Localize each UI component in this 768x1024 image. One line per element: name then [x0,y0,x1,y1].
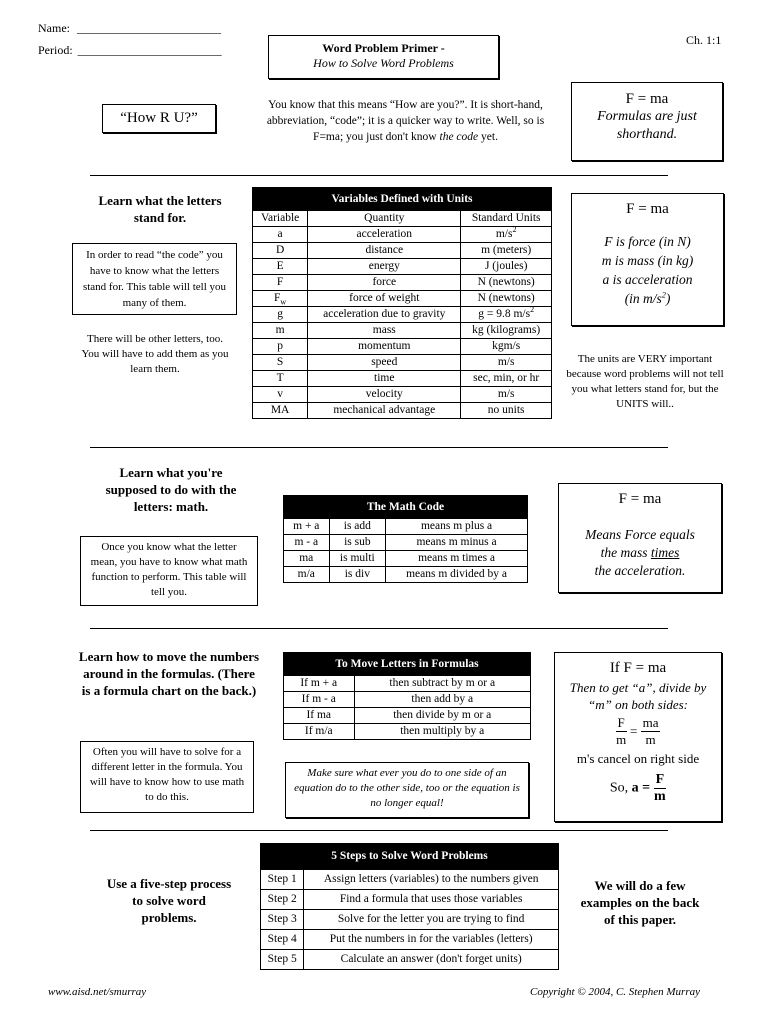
meaning-cell: means m minus a [386,535,528,551]
math-side-formula: F = ma [618,491,662,507]
meaning-cell: means m plus a [386,519,528,535]
equal-note-box [285,762,529,818]
units-cell [461,307,552,323]
table-row [253,371,552,387]
variable-cell: E [253,259,308,275]
table-row [253,243,552,259]
solution-a: a = [631,780,654,796]
math-side-meaning [559,526,721,580]
section1-note1: In order to read “the code” you have to know what the letters stand for. This table will tell you many of them. [82,249,227,309]
step-text-cell: Find a formula that uses those variables [304,890,559,910]
name-line[interactable]: ________________________ [77,21,221,35]
table-row [284,551,528,567]
variable-cell: p [253,339,308,355]
table-row [261,910,559,930]
quantity-cell: energy [308,259,461,275]
operation-cell: is div [329,567,386,583]
units-cell: J (joules) [461,259,552,275]
section2-note: Once you know what the letter mean, you have to know what math function to perform. This table will tell you. [90,541,248,598]
variable-cell [253,291,308,307]
fraction-equation [555,715,721,748]
fraction-right-den: m [645,732,656,747]
intro-formula-note: Formulas are just shorthand. [597,109,697,142]
divider-4 [90,830,668,831]
table-row [284,567,528,583]
table-row [284,676,531,692]
period-label-text: Period: [38,43,73,57]
variable-subscript: w [280,297,287,307]
condition-cell: If m + a [284,676,355,692]
table-row [284,724,531,740]
condition-cell: If m - a [284,692,355,708]
side-def-mass: m is mass (in kg) [601,253,694,268]
math-side-times: times [650,545,680,560]
math-side-line3: the acceleration. [594,563,686,578]
units-cell: m/s [461,355,552,371]
step-number-cell: Step 3 [261,910,304,930]
period-label [38,43,222,58]
table-row [253,339,552,355]
move-if: If F = ma [609,660,667,676]
units-note: The units are VERY important because word problems will not tell you what letters stand for, but the UNITS will.. [566,353,724,410]
footer-url[interactable]: www.aisd.net/smurray [48,986,147,998]
period-line[interactable]: ________________________ [77,43,222,57]
quantity-cell: time [308,371,461,387]
solution-fraction [654,772,667,805]
move-letters-title: To Move Letters in Formulas [284,653,531,676]
examples-note: We will do a few examples on the back of this paper. [580,878,700,927]
how-r-u-text: “How R U?” [120,110,198,126]
math-side-line1: Means Force equals [585,527,695,542]
name-label-text: Name: [38,21,70,35]
variable-cell: T [253,371,308,387]
variable-text: F [274,292,281,304]
step-number-cell: Step 5 [261,950,304,970]
solution [555,772,721,805]
variable-cell: MA [253,403,308,419]
quantity-cell: acceleration due to gravity [308,307,461,323]
formula-box-move [554,652,722,822]
step-number-cell: Step 1 [261,870,304,890]
side-def-force: F is force (in N) [604,234,691,249]
table-row [253,323,552,339]
action-cell: then add by a [354,692,531,708]
quantity-cell: mechanical advantage [308,403,461,419]
intro-text-code: the code [439,131,479,143]
fraction-equals: = [630,723,638,739]
column-header-quantity: Quantity [308,211,461,227]
divider-1 [90,175,668,176]
variable-cell: S [253,355,308,371]
table-row [253,227,552,243]
fraction-left-den: m [616,732,627,747]
expression-cell: m - a [284,535,330,551]
fraction-left-num: F [617,715,625,730]
variable-cell: g [253,307,308,323]
variable-cell: a [253,227,308,243]
step-number-cell: Step 4 [261,930,304,950]
formula-box-math [558,483,722,593]
fraction-right-num: ma [642,715,659,730]
table-row [253,355,552,371]
units-text: m/s [495,228,513,240]
section1-heading: Learn what the letters stand for. [98,193,222,225]
operation-cell: is multi [329,551,386,567]
side-definitions [572,232,723,308]
table-row [284,708,531,724]
units-sup: 2 [512,225,517,235]
intro-text-1: You know that this means “How are you?”. It is short-hand, abbreviation, “code”; it is a quicker way to write. Well, so is F=ma; you just don't know [266,99,545,143]
section1-note2: There will be other letters, too. You will have to add them as you learn them. [81,333,229,375]
step-number-cell: Step 2 [261,890,304,910]
table-row [253,259,552,275]
variable-cell: D [253,243,308,259]
quantity-cell: acceleration [308,227,461,243]
section2-heading: Learn what you're supposed to do with the letters: math. [105,465,237,514]
five-steps-table [260,843,559,970]
column-header-variable: Variable [253,211,308,227]
chapter-label: Ch. 1:1 [686,33,722,47]
step-text-cell: Calculate an answer (don't forget units) [304,950,559,970]
variable-cell: m [253,323,308,339]
solution-den: m [654,789,666,804]
five-steps-title: 5 Steps to Solve Word Problems [261,844,559,870]
expression-cell: m/a [284,567,330,583]
action-cell: then multiply by a [354,724,531,740]
units-cell: m/s [461,387,552,403]
quantity-cell: velocity [308,387,461,403]
footer-copyright: Copyright © 2004, C. Stephen Murray [530,986,700,998]
units-cell: kgm/s [461,339,552,355]
formula-box-variables [571,193,724,326]
side-def-units-sup: 2 [661,290,666,300]
formula-box-intro [571,82,723,161]
units-cell: kg (kilograms) [461,323,552,339]
section2-note-box [80,536,258,606]
side-def-acceleration: a is acceleration [602,272,693,287]
section3-note: Often you will have to solve for a different letter in the formula. You will have to know how to use math to do this. [89,746,245,803]
units-cell: sec, min, or hr [461,371,552,387]
table-row [284,519,528,535]
quantity-cell: force of weight [308,291,461,307]
table-row [261,950,559,970]
quantity-cell: mass [308,323,461,339]
fraction-right [641,715,661,748]
table-row [253,275,552,291]
name-label [38,21,221,36]
quantity-cell: momentum [308,339,461,355]
section3-note-box [80,741,254,813]
divider-3 [90,628,668,629]
units-text: g = 9.8 m/s [478,308,531,320]
side-def-units [572,289,723,308]
units-sup: 2 [530,305,535,315]
operation-cell: is add [329,519,386,535]
quantity-cell: speed [308,355,461,371]
table-row [261,870,559,890]
condition-cell: If ma [284,708,355,724]
units-cell: N (newtons) [461,291,552,307]
fraction-left [616,715,627,748]
math-side-line2 [559,544,721,562]
operation-cell: is sub [329,535,386,551]
math-code-title: The Math Code [284,496,528,519]
intro-text [263,97,548,145]
table-row [261,890,559,910]
move-then: Then to get “a”, divide by “m” on both sides: [569,680,707,712]
variables-table [252,187,552,419]
table-row [253,307,552,323]
cancel-note: m's cancel on right side [576,751,700,766]
intro-text-2: yet. [478,131,498,143]
step-text-cell: Assign letters (variables) to the numbers given [304,870,559,890]
move-letters-table [283,652,531,740]
section1-note-box [72,243,237,315]
expression-cell: ma [284,551,330,567]
side-def-units-b: ) [665,291,671,306]
quantity-cell: distance [308,243,461,259]
condition-cell: If m/a [284,724,355,740]
variable-cell: v [253,387,308,403]
title-box [268,35,499,79]
variable-cell: F [253,275,308,291]
section4-heading: Use a five-step process to solve word problems. [106,876,232,925]
table-row [253,291,552,307]
solution-so: So, [609,780,632,796]
table-row [284,535,528,551]
side-def-units-a: (in m/s [624,291,662,306]
intro-formula: F = ma [625,91,669,107]
table-row [253,403,552,419]
divider-2 [90,447,668,448]
units-cell: no units [461,403,552,419]
action-cell: then divide by m or a [354,708,531,724]
math-side-line2-a: the mass [600,545,651,560]
table-row [284,692,531,708]
meaning-cell: means m divided by a [386,567,528,583]
units-cell: m (meters) [461,243,552,259]
step-text-cell: Put the numbers in for the variables (letters) [304,930,559,950]
equal-note: Make sure what ever you do to one side of an equation do to the other side, too or the equation is no longer equal! [294,767,520,809]
variables-table-title: Variables Defined with Units [253,188,552,211]
page-subtitle: How to Solve Word Problems [313,56,454,70]
solution-num: F [655,772,665,787]
meaning-cell: means m times a [386,551,528,567]
action-cell: then subtract by m or a [354,676,531,692]
math-code-table [283,495,528,583]
units-cell: N (newtons) [461,275,552,291]
how-r-u-box [102,104,216,133]
step-text-cell: Solve for the letter you are trying to find [304,910,559,930]
expression-cell: m + a [284,519,330,535]
section3-heading: Learn how to move the numbers around in the formulas. (There is a formula chart on the back.) [78,649,260,698]
quantity-cell: force [308,275,461,291]
page-title: Word Problem Primer - [322,41,445,55]
column-header-units: Standard Units [461,211,552,227]
table-row [253,387,552,403]
units-cell [461,227,552,243]
side-formula: F = ma [626,201,669,217]
table-row [261,930,559,950]
